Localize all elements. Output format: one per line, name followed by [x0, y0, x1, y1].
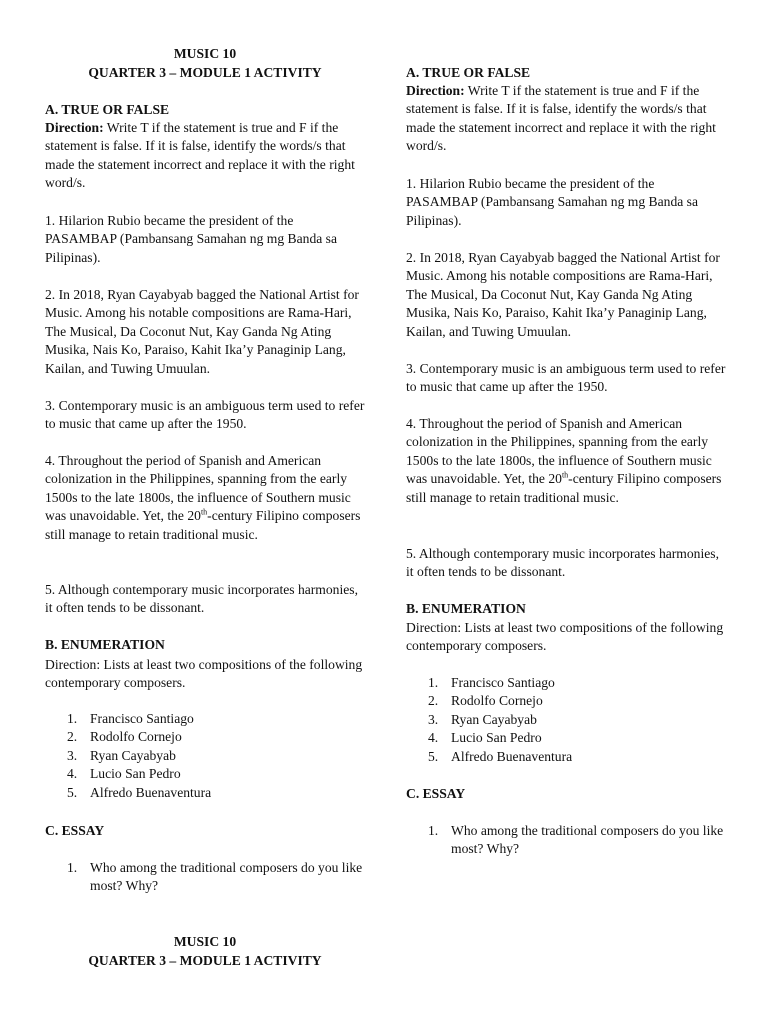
- list-number: 1.: [428, 823, 439, 838]
- direction-text: Write T if the statement is true and F if the statement is false. If it is false, identify the words/s that made the statement incorrect and replace it with the right word/s.: [406, 83, 716, 154]
- composer-name: Ryan Cayabyab: [451, 711, 537, 727]
- section-b-heading: B. ENUMERATION: [406, 601, 526, 616]
- section-b-direction: Direction: Lists at least two compositions of the following contemporary composers.: [406, 620, 724, 654]
- list-number: 5.: [428, 748, 439, 764]
- essay-question-text: Who among the traditional composers do you like most? Why?: [90, 860, 363, 894]
- list-item: [406, 674, 728, 692]
- list-number: 4.: [67, 766, 78, 782]
- list-item: [45, 765, 365, 783]
- composer-name: Francisco Santiago: [451, 675, 555, 690]
- list-item: [45, 710, 365, 728]
- list-item: [45, 747, 365, 765]
- item-4-text-end: -century Filipino composers still manage to retain traditional music.: [45, 508, 361, 542]
- true-false-item-1: 1. Hilarion Rubio became the president of the PASAMBAP (Pambansang Samahan ng mg Banda sa Pilipinas).: [45, 213, 338, 265]
- list-number: 1.: [428, 675, 439, 690]
- true-false-item-5: 5. Although contemporary music incorporates harmonies, it often tends to be dissonant.: [45, 582, 358, 616]
- footer-title-line-1: MUSIC 10: [173, 934, 237, 949]
- list-item: [45, 784, 365, 802]
- true-false-item-1: 1. Hilarion Rubio became the president of the PASAMBAP (Pambansang Samahan ng mg Banda sa Pilipinas).: [406, 176, 699, 228]
- true-false-item-2: 2. In 2018, Ryan Cayabyab bagged the National Artist for Music. Among his notable compositions are Rama-Hari, The Musical, Da Coconut Nut, Kay Ganda Ng Ating Musika, Nais Ko, Paraiso, Kahit Ika’y Panaginip Lang, Kailan, and Tuwing Umuulan.: [406, 250, 720, 339]
- composer-list: [45, 710, 365, 802]
- essay-list: [406, 822, 728, 859]
- section-c-heading: C. ESSAY: [45, 823, 105, 838]
- list-item: [406, 692, 728, 710]
- essay-question: [45, 859, 365, 896]
- section-b-direction: Direction: Lists at least two compositions of the following contemporary composers.: [45, 657, 363, 691]
- composer-name: Francisco Santiago: [90, 711, 194, 726]
- true-false-item-3: 3. Contemporary music is an ambiguous term used to refer to music that came up after the 1950.: [45, 398, 365, 432]
- section-a-direction: [45, 119, 365, 193]
- list-number: 1.: [67, 860, 78, 875]
- true-false-item-2: 2. In 2018, Ryan Cayabyab bagged the National Artist for Music. Among his notable compositions are Rama-Hari, The Musical, Da Coconut Nut, Kay Ganda Ng Ating Musika, Nais Ko, Paraiso, Kahit Ika’y Panaginip Lang, Kailan, and Tuwing Umuulan.: [45, 287, 359, 376]
- item-4-superscript: th: [561, 470, 569, 480]
- section-a-heading: A. TRUE OR FALSE: [406, 65, 531, 80]
- list-number: 1.: [67, 711, 78, 726]
- essay-list: [45, 859, 365, 896]
- direction-label: Direction:: [406, 83, 465, 98]
- composer-name: Rodolfo Cornejo: [90, 729, 182, 745]
- direction-label: Direction:: [45, 120, 104, 135]
- direction-text: Write T if the statement is true and F if the statement is false. If it is false, identify the words/s that made the statement incorrect and replace it with the right word/s.: [45, 120, 355, 191]
- list-number: 2.: [428, 693, 439, 709]
- list-number: 5.: [67, 784, 78, 800]
- true-false-item-4: [45, 452, 365, 544]
- section-c-heading: C. ESSAY: [406, 786, 466, 801]
- essay-question-text: Who among the traditional composers do you like most? Why?: [451, 823, 724, 857]
- true-false-item-3: 3. Contemporary music is an ambiguous term used to refer to music that came up after the 1950.: [406, 361, 726, 395]
- composer-name: Ryan Cayabyab: [90, 747, 176, 763]
- composer-list: [406, 674, 728, 766]
- list-item: [406, 748, 728, 766]
- list-item: [45, 728, 365, 746]
- list-number: 3.: [428, 711, 439, 727]
- footer-title-line-2: QUARTER 3 – MODULE 1 ACTIVITY: [88, 953, 322, 968]
- worksheet-title-line-1: MUSIC 10: [173, 46, 237, 61]
- composer-name: Alfredo Buenaventura: [90, 784, 212, 800]
- section-b-heading: B. ENUMERATION: [45, 637, 165, 652]
- list-number: 4.: [428, 730, 439, 746]
- true-false-item-5: 5. Although contemporary music incorporates harmonies, it often tends to be dissonant.: [406, 546, 719, 580]
- item-4-text-end: -century Filipino composers still manage to retain traditional music.: [406, 471, 722, 505]
- composer-name: Lucio San Pedro: [451, 730, 542, 746]
- composer-name: Lucio San Pedro: [90, 766, 181, 782]
- worksheet-title-line-2: QUARTER 3 – MODULE 1 ACTIVITY: [88, 65, 322, 80]
- essay-question: [406, 822, 728, 859]
- composer-name: Rodolfo Cornejo: [451, 693, 543, 709]
- section-a-direction: [406, 82, 728, 156]
- composer-name: Alfredo Buenaventura: [451, 748, 573, 764]
- item-4-superscript: th: [200, 507, 208, 517]
- list-number: 2.: [67, 729, 78, 745]
- section-a-heading: A. TRUE OR FALSE: [45, 102, 170, 117]
- item-4-text-start: 4. Throughout the period of Spanish and American colonization in the Philippines, spanning from the early 1500s to the late 1800s, the influence of Southern music was unavoidable. Yet, the 20: [406, 416, 712, 487]
- item-4-text-start: 4. Throughout the period of Spanish and American colonization in the Philippines, spanning from the early 1500s to the late 1800s, the influence of Southern music was unavoidable. Yet, the 20: [45, 453, 351, 524]
- list-item: [406, 729, 728, 747]
- list-item: [406, 711, 728, 729]
- list-number: 3.: [67, 747, 78, 763]
- true-false-item-4: [406, 415, 728, 507]
